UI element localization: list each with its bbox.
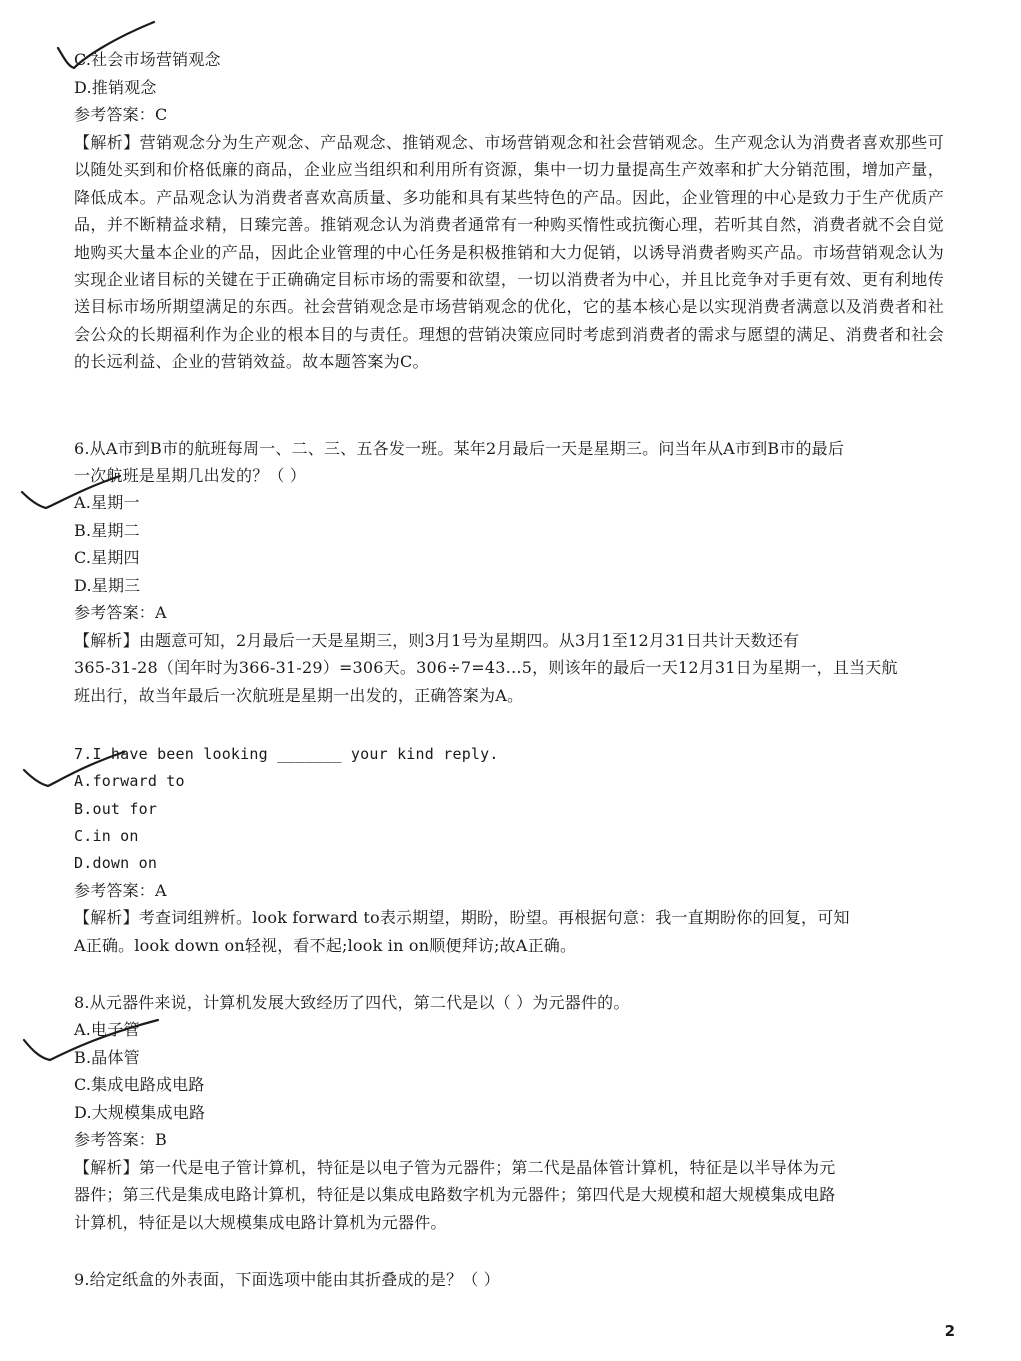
handwritten-note — [604, 1024, 944, 1094]
q6-option-a: A.星期一 — [74, 493, 140, 512]
q7-analysis-label: 【解析】 — [74, 908, 139, 927]
q7-analysis-text1: 考查词组辨析。look forward to表示期望，期盼，盼望。再根据句意：我一直期盼你的回复，可知 — [138, 908, 850, 927]
q8-answer: 参考答案：B — [74, 1130, 167, 1149]
q8-analysis-line1 — [74, 1158, 835, 1178]
handwritten-note — [638, 752, 878, 822]
q7-answer: 参考答案：A — [74, 881, 167, 900]
q5-option-c: C.社会市场营销观念 — [74, 50, 221, 69]
q7-analysis-line2: A正确。look down on轻视，看不起;look in on顺便拜访;故A正确。 — [74, 936, 577, 955]
q8-option-d: D.大规模集成电路 — [74, 1103, 206, 1122]
q7-question: 7.I have been looking _______ your kind reply. — [74, 745, 499, 763]
q5-analysis-text: 营销观念分为生产观念、产品观念、推销观念、市场营销观念和社会营销观念。生产观念认为消费者喜欢那些可以随处买到和价格低廉的商品，企业应当组织和利用所有资源，集中一切力量提高生产效率和扩大分销范围，增加产量，降低成本。产品观念认为消费者喜欢高质量、多功能和具有某些特色的产品。因此，企业管理的中心是致力于生产优质产品，并不断精益求精，日臻完善。推销观念认为消费者通常有一种购买惰性或抗衡心理，若听其自然，消费者就不会自觉地购买大量本企业的产品，因此企业管理的中心任务是积极推销和大力促销，以诱导消费者购买产品。市场营销观念认为实现企业诸目标的关键在于正确确定目标市场的需要和欲望，一切以消费者为中心，并且比竞争对手更有效、更有利地传送目标市场所期望满足的东西。社会营销观念是市场营销观念的优化，它的基本核心是以实现消费者满意以及消费者和社会公众的长期福利作为企业的根本目的与责任。理想的营销决策应同时考虑到消费者的需求与愿望的满足、消费者和社会的长远利益、企业的营销效益。故本题答案为C。 — [74, 133, 944, 372]
checkmark-icon — [16, 474, 136, 524]
q6-question-line1: 6.从A市到B市的航班每周一、二、三、五各发一班。某年2月最后一天是星期三。问当年从A市到B市的最后 — [74, 439, 845, 458]
handwritten-note — [630, 488, 880, 558]
q6-analysis-line2: 365-31-28（闰年时为366-31-29）=306天。306÷7=43…5，则该年的最后一天12月31日为星期一，且当天航 — [74, 658, 898, 677]
q6-analysis-line1 — [74, 631, 799, 651]
q5-answer: 参考答案：C — [74, 105, 168, 124]
q7-option-c: C.in on — [74, 827, 139, 845]
q7-analysis-line1 — [74, 908, 850, 928]
q5-analysis — [74, 129, 944, 376]
q7-option-b: B.out for — [74, 800, 158, 818]
q8-analysis-line2: 器件；第三代是集成电路计算机，特征是以集成电路数字机为元器件；第四代是大规模和超大规模集成电路 — [74, 1185, 836, 1204]
checkmark-icon — [50, 18, 170, 78]
handwritten-note — [640, 28, 880, 98]
q5-option-d: D.推销观念 — [74, 78, 157, 97]
q6-analysis-text1: 由题意可知，2月最后一天是星期三，则3月1号为星期四。从3月1至12月31日共计天数还有 — [138, 631, 800, 650]
q6-analysis-label: 【解析】 — [74, 631, 139, 650]
q6-answer: 参考答案：A — [74, 603, 167, 622]
checkmark-icon — [18, 748, 138, 798]
q7-option-d: D.down on — [74, 854, 158, 872]
q7-option-a: A.forward to — [74, 772, 185, 790]
q8-analysis-text1: 第一代是电子管计算机，特征是以电子管为元器件；第二代是晶体管计算机，特征是以半导体为元 — [138, 1158, 836, 1177]
q6-option-d: D.星期三 — [74, 576, 141, 595]
q9-question: 9.给定纸盒的外表面，下面选项中能由其折叠成的是？（ ） — [74, 1270, 500, 1289]
q8-question: 8.从元器件来说，计算机发展大致经历了四代，第二代是以（ ）为元器件的。 — [74, 993, 630, 1012]
q5-analysis-label: 【解析】 — [74, 133, 140, 152]
q6-option-b: B.星期二 — [74, 521, 140, 540]
q6-option-c: C.星期四 — [74, 548, 140, 567]
q6-analysis-line3: 班出行，故当年最后一次航班是星期一出发的，正确答案为A。 — [74, 686, 524, 705]
q8-option-c: C.集成电路成电路 — [74, 1075, 205, 1094]
q8-option-a: A.电子管 — [74, 1020, 140, 1039]
q8-analysis-label: 【解析】 — [74, 1158, 139, 1177]
q8-analysis-line3: 计算机，特征是以大规模集成电路计算机为元器件。 — [74, 1213, 447, 1232]
q6-question-line2: 一次航班是星期几出发的？（ ） — [74, 466, 307, 485]
page-number: 2 — [944, 1322, 955, 1340]
q8-option-b: B.晶体管 — [74, 1048, 140, 1067]
checkmark-icon — [18, 1010, 168, 1070]
